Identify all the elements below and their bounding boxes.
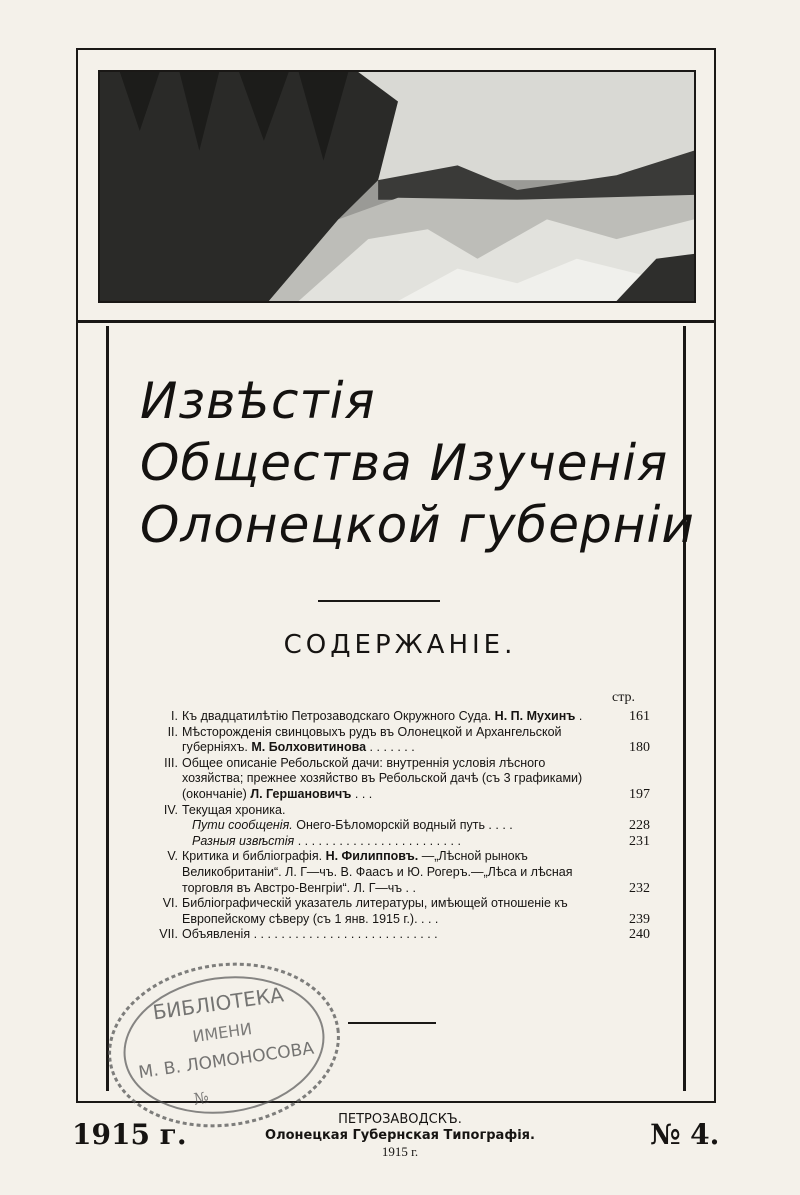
year-left: 1915 г. — [72, 1118, 187, 1151]
stamp-line-3: М. В. ЛОМОНОСОВА — [137, 1038, 316, 1084]
toc-num: III. — [164, 755, 178, 770]
stamp-num-label: № — [192, 1087, 210, 1109]
stamp-line-1: БИБЛIОТЕКА — [151, 982, 286, 1025]
toc-subentry — [140, 834, 650, 850]
toc-text: Объявленія — [182, 927, 251, 942]
toc-subentry — [140, 818, 650, 834]
toc-num: VI. — [162, 896, 178, 911]
journal-title — [140, 370, 700, 556]
toc-page: 161 — [629, 709, 650, 724]
imprint-press: Олонецкая Губернская Типографія. — [265, 1128, 535, 1143]
toc-text: Общее описаніе Ребольской дачи: внутреннія условія лѣсного хозяйства; прежнее хозяйство въ Ребольской дачѣ (съ 3 графиками) (окончаніе) — [182, 755, 583, 801]
toc-num: II. — [167, 724, 178, 739]
toc-entry — [140, 725, 650, 756]
contents-heading: СОДЕРЖАНIЕ. — [283, 630, 517, 660]
toc-sub-text: Онего-Бѣломорскій водный путь . . . . — [296, 818, 513, 833]
toc-sub-label: Пути сообщенія. — [192, 818, 293, 833]
toc-tail: . . . . . . . — [369, 740, 415, 755]
table-of-contents — [140, 709, 650, 943]
toc-page: 232 — [629, 880, 650, 896]
imprint-city: ПЕТРОЗАВОДСКЪ. — [338, 1112, 462, 1127]
toc-text: Библіографическій указатель литературы, имѣющей отношеніе къ Европейскому сѣверу (съ 1 янв. 1915 г.). . . . — [182, 896, 568, 926]
toc-page: 231 — [629, 833, 650, 849]
toc-page: 228 — [629, 818, 650, 834]
toc-num: IV. — [163, 802, 178, 817]
toc-author: Н. Филипповъ. — [325, 849, 419, 864]
toc-page: 180 — [629, 740, 650, 756]
title-line-2: Общества Изученія — [140, 434, 669, 492]
toc-text: Текущая хроника. — [182, 802, 286, 817]
toc-num: I. — [171, 709, 178, 723]
toc-num: V. — [167, 849, 178, 864]
divider-rule — [78, 320, 714, 323]
toc-sub-label: Разныя извѣстія — [192, 833, 295, 848]
cover-photo-rapids — [98, 70, 696, 303]
toc-text: Къ двадцатилѣтію Петрозаводскаго Окружного Суда. — [182, 709, 492, 723]
toc-sub-text: . . . . . . . . . . . . . . . . . . . . . . . . — [297, 833, 461, 848]
toc-author: М. Болховитинова — [251, 740, 367, 755]
toc-entry — [140, 849, 650, 896]
toc-tail: . . . — [354, 786, 373, 801]
title-line-3: Олонецкой губерніи — [140, 496, 695, 554]
imprint — [240, 1112, 560, 1160]
toc-author: Н. П. Мухинъ — [494, 709, 576, 723]
toc-text: Критика и библіографія. — [182, 849, 323, 864]
toc-entry — [140, 896, 650, 927]
short-divider — [318, 600, 440, 602]
toc-entry — [140, 756, 650, 803]
toc-tail: —„Лѣсной рынокъ Великобританіи“. Л. Г—чъ. В. Фаасъ и Ю. Рогеръ.—„Лѣса и лѣсная торговля въ Австро-Венгріи“. Л. Г—чъ . . — [182, 849, 573, 895]
toc-tail: . — [578, 709, 583, 723]
toc-entry — [140, 803, 650, 819]
toc-entry — [140, 927, 650, 943]
issue-number: № 4. — [650, 1118, 720, 1151]
toc-num: VII. — [159, 927, 178, 942]
page-column-label: стр. — [612, 690, 636, 705]
toc-author: Л. Гершановичъ — [250, 786, 352, 801]
toc-entry — [140, 709, 650, 725]
title-line-1: Извѣстія — [140, 372, 376, 430]
bottom-divider — [348, 1022, 436, 1024]
stamp-line-2: ИМЕНИ — [191, 1019, 254, 1047]
toc-text: Мѣсторожденія свинцовыхъ рудъ въ Олонецкой и Архангельской губерніяхъ. — [182, 724, 562, 755]
toc-page: 197 — [629, 786, 650, 802]
imprint-year: 1915 г. — [381, 1144, 419, 1159]
toc-tail: . . . . . . . . . . . . . . . . . . . . . . . . . . . — [253, 927, 438, 942]
toc-page: 240 — [629, 927, 650, 943]
toc-page: 239 — [629, 911, 650, 927]
